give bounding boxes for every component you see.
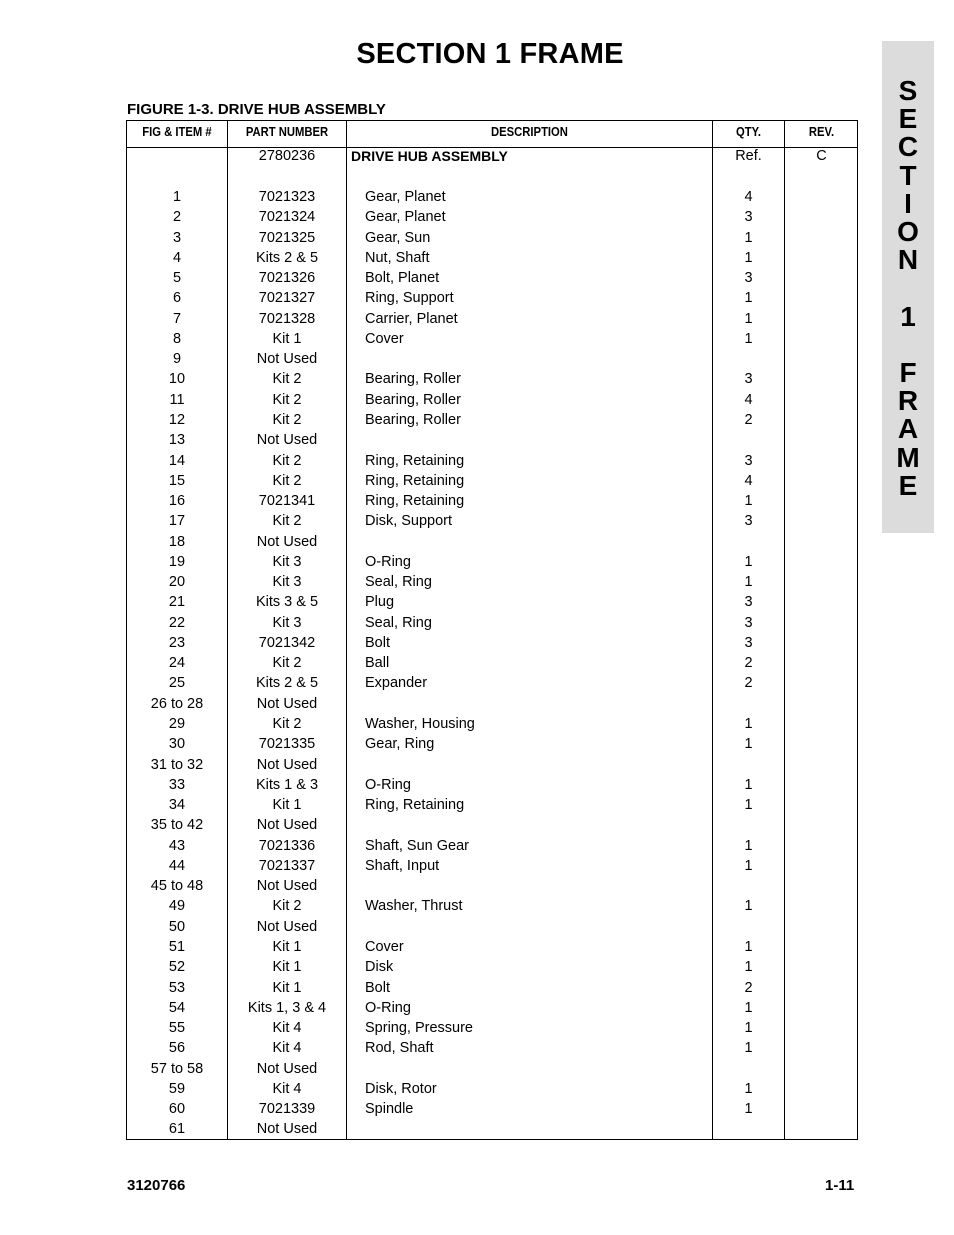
fig-item-cell: 20 [168,574,186,591]
description-cell: Bearing, Roller [365,391,461,408]
header-qty: QTY. [735,125,762,139]
description-cell: Gear, Ring [365,736,435,753]
part-number-cell: Kits 3 & 5 [255,594,319,611]
header-part-number: PART NUMBER [245,125,329,139]
fig-item-cell: 60 [168,1101,186,1118]
part-number-cell: Kit 4 [272,1040,302,1057]
fig-item-cell: 29 [168,716,186,733]
fig-item-cell: 56 [168,1040,186,1057]
description-cell: Disk, Rotor [365,1080,437,1097]
qty-cell: 1 [744,310,753,327]
qty-cell: 1 [744,857,753,874]
description-cell: Expander [365,675,428,692]
part-number-cell: 7021325 [258,229,316,246]
part-number-cell: Kit 3 [272,553,302,570]
fig-item-cell: 10 [168,371,186,388]
description-cell: O-Ring [365,999,411,1016]
part-number-cell: 7021323 [258,189,316,205]
description-cell: Gear, Planet [365,189,446,205]
description-cell: Rod, Shaft [365,1040,434,1057]
fig-item-cell: 5 [172,270,182,287]
description-cell: Gear, Sun [365,229,431,246]
fig-item-cell: 24 [168,655,186,672]
fig-item-cell: 45 to 48 [150,878,204,895]
qty-cell: 1 [744,716,753,733]
fig-item-cell: 35 to 42 [150,817,204,834]
part-number-cell: 7021324 [258,209,316,226]
side-tab-letter: E [898,103,918,135]
part-number-cell: Kit 2 [272,898,302,915]
fig-item-cell: 23 [168,634,186,651]
part-number-cell: Not Used [256,918,318,935]
fig-item-cell: 34 [168,797,186,814]
qty-cell: 1 [744,1020,753,1037]
assembly-description: DRIVE HUB ASSEMBLY [351,148,508,164]
description-cell: Spindle [365,1101,414,1118]
qty-cell: 3 [744,452,753,469]
part-number-cell: Kits 1 & 3 [255,776,319,793]
fig-item-cell: 54 [168,999,186,1016]
fig-item-cell: 52 [168,959,186,976]
fig-item-cell: 13 [168,432,186,449]
fig-item-cell: 18 [168,533,186,550]
side-tab-letter: 1 [900,300,916,332]
part-number-cell: Not Used [256,756,318,773]
description-cell: Bolt [365,979,390,996]
fig-item-cell: 21 [168,594,186,611]
qty-cell: 2 [744,979,753,996]
side-tab-letter: I [904,187,912,219]
description-cell: Disk [365,959,394,976]
page-number: 1-11 [825,1177,855,1194]
description-cell: Seal, Ring [365,574,432,591]
assembly-rev: C [816,148,827,164]
description-cell: Cover [365,938,404,955]
description-cell: Bolt [365,634,390,651]
part-number-cell: Kit 1 [272,797,302,814]
fig-item-cell: 6 [172,290,182,307]
fig-item-cell: 44 [168,857,186,874]
description-cell: Shaft, Sun Gear [365,837,469,854]
description-cell: Cover [365,330,404,347]
description-cell: Disk, Support [365,513,453,530]
fig-item-cell: 8 [172,330,182,347]
side-tab-letter: F [899,357,917,388]
part-number-cell: 7021326 [258,270,316,287]
part-number-cell: Kit 2 [272,655,302,672]
description-cell: Washer, Housing [365,716,475,733]
part-number-cell: Kit 2 [272,716,302,733]
part-number-cell: 7021339 [258,1101,316,1118]
part-number-cell: 7021327 [258,290,316,307]
qty-cell: 3 [744,371,753,388]
side-tab-letter: S [898,75,918,106]
part-number-cell: Kit 2 [272,513,302,530]
part-number-cell: Kit 2 [272,371,302,388]
description-cell: Bearing, Roller [365,411,461,428]
header-description: DESCRIPTION [491,125,568,139]
qty-cell: 2 [744,411,753,428]
fig-item-cell: 61 [168,1121,186,1138]
fig-item-cell: 1 [172,189,182,205]
fig-item-cell: 55 [168,1020,186,1037]
page-title: SECTION 1 FRAME [356,38,624,70]
part-number-cell: Not Used [256,817,318,834]
description-cell: Ring, Retaining [365,493,465,510]
fig-item-cell: 25 [168,675,186,692]
qty-cell: 1 [744,736,753,753]
part-number-cell: Kit 2 [272,452,302,469]
description-cell: Washer, Thrust [365,898,463,915]
fig-item-cell: 11 [169,391,185,408]
side-tab-letter: E [898,469,918,501]
part-number-cell: Kit 4 [272,1020,302,1037]
description-cell: Plug [365,594,395,611]
fig-item-cell: 51 [168,938,186,955]
qty-cell: 1 [744,493,753,510]
qty-cell: 4 [744,391,753,408]
description-cell: O-Ring [365,553,411,570]
fig-item-cell: 16 [168,493,186,510]
part-number-cell: Kit 1 [272,938,302,955]
side-tab-letter: M [896,441,920,473]
side-tab-letter: O [897,216,919,247]
part-number-cell: Kit 1 [272,979,302,996]
fig-item-cell: 30 [168,736,186,753]
fig-item-cell: 53 [168,979,186,996]
qty-cell: 1 [744,1040,753,1057]
qty-cell: 1 [744,330,753,347]
description-cell: Ring, Retaining [365,452,465,469]
fig-item-cell: 33 [168,776,186,793]
fig-item-cell: 17 [168,513,186,530]
fig-item-cell: 7 [172,310,182,327]
qty-cell: 1 [744,959,753,976]
qty-cell: 3 [744,634,753,651]
qty-cell: 3 [744,209,753,226]
description-cell: Bearing, Roller [365,371,461,388]
fig-item-cell: 15 [168,472,186,489]
fig-item-cell: 49 [168,898,186,915]
qty-cell: 1 [744,249,753,266]
part-number-cell: Kits 2 & 5 [255,675,319,692]
part-number-cell: Not Used [256,878,318,895]
part-number-cell: 7021342 [258,634,316,651]
parts-table [126,120,858,1140]
part-number-cell: 7021337 [258,857,316,874]
fig-item-cell: 50 [168,918,186,935]
column-divider [346,121,347,1139]
description-cell: O-Ring [365,776,411,793]
qty-cell: 1 [744,290,753,307]
part-number-cell: 7021328 [258,310,316,327]
qty-cell: 1 [744,553,753,570]
side-tab-letter: A [897,413,919,445]
assembly-part-number: 2780236 [258,148,316,164]
part-number-cell: Not Used [256,1121,318,1138]
fig-item-cell: 26 to 28 [150,695,204,712]
qty-cell: 1 [744,999,753,1016]
qty-cell: 1 [744,229,753,246]
qty-cell: 1 [744,938,753,955]
section-side-tab [882,41,934,533]
part-number-cell: Kits 2 & 5 [255,249,319,266]
qty-cell: 3 [744,614,753,631]
header-fig-item: FIG & ITEM # [142,125,212,139]
description-cell: Spring, Pressure [365,1020,473,1037]
fig-item-cell: 19 [168,553,186,570]
part-number-cell: Kit 2 [272,411,302,428]
description-cell: Shaft, Input [365,857,440,874]
part-number-cell: Kits 1, 3 & 4 [247,999,327,1016]
part-number-cell: Not Used [256,1060,318,1077]
part-number-cell: Not Used [256,432,318,449]
part-number-cell: Kit 2 [272,391,302,408]
fig-item-cell: 3 [172,229,182,246]
fig-item-cell: 12 [168,411,186,428]
description-cell: Bolt, Planet [365,270,440,287]
fig-item-cell: 59 [168,1080,186,1097]
fig-item-cell: 2 [172,209,182,226]
qty-cell: 2 [744,655,753,672]
description-cell: Nut, Shaft [365,249,430,266]
qty-cell: 3 [744,594,753,611]
fig-item-cell: 22 [168,614,186,631]
column-divider [784,121,785,1139]
part-number-cell: Kit 3 [272,574,302,591]
qty-cell: 3 [744,270,753,287]
qty-cell: 1 [744,1080,753,1097]
part-number-cell: Not Used [256,351,318,368]
side-tab-letter: R [897,385,919,417]
part-number-cell: Kit 2 [272,472,302,489]
description-cell: Ring, Retaining [365,472,465,489]
qty-cell: 1 [744,837,753,854]
part-number-cell: 7021336 [258,837,316,854]
qty-cell: 1 [744,1101,753,1118]
qty-cell: 1 [744,574,753,591]
qty-cell: 1 [744,797,753,814]
part-number-cell: Kit 1 [272,959,302,976]
figure-caption: FIGURE 1-3. DRIVE HUB ASSEMBLY [127,101,386,118]
qty-cell: 1 [744,776,753,793]
fig-item-cell: 4 [172,249,182,266]
part-number-cell: Not Used [256,533,318,550]
fig-item-cell: 43 [168,837,186,854]
description-cell: Ball [365,655,390,672]
part-number-cell: Kit 4 [272,1080,302,1097]
qty-cell: 3 [744,513,753,530]
assembly-qty: Ref. [735,148,762,164]
description-cell: Gear, Planet [365,209,446,226]
description-cell: Ring, Support [365,290,454,307]
qty-cell: 1 [744,898,753,915]
description-cell: Ring, Retaining [365,797,465,814]
side-tab-letter: T [899,159,917,191]
part-number-cell: Kit 3 [272,614,302,631]
qty-cell: 2 [744,675,753,692]
description-cell: Seal, Ring [365,614,432,631]
part-number-cell: Not Used [256,695,318,712]
fig-item-cell: 57 to 58 [150,1060,204,1077]
side-tab-letter: N [897,244,919,276]
side-tab-letter: C [897,131,919,163]
qty-cell: 4 [744,189,753,205]
header-rev: REV. [808,125,835,139]
part-number-cell: 7021341 [258,493,316,510]
fig-item-cell: 31 to 32 [150,756,204,773]
part-number-cell: 7021335 [258,736,316,753]
qty-cell: 4 [744,472,753,489]
part-number-cell: Kit 1 [272,330,302,347]
fig-item-cell: 14 [168,452,186,469]
description-cell: Carrier, Planet [365,310,458,327]
fig-item-cell: 9 [172,351,182,368]
document-number: 3120766 [127,1177,186,1194]
